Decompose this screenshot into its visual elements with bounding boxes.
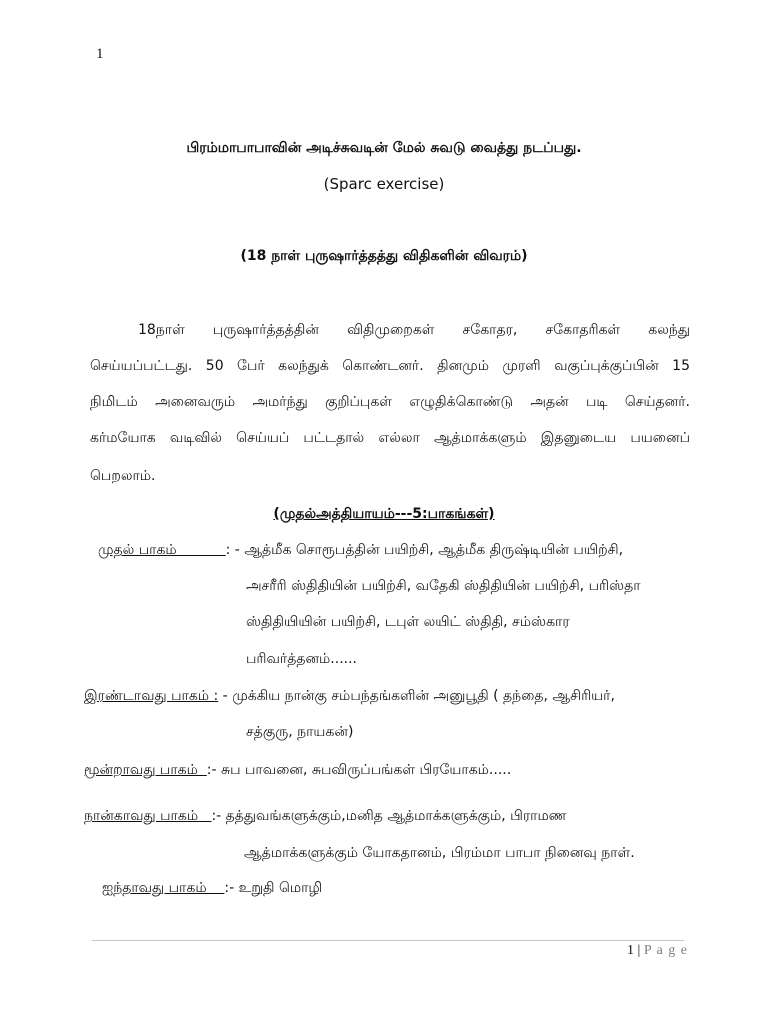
document-subtitle: (Sparc exercise) <box>323 175 445 193</box>
footer-separator: | <box>637 943 641 958</box>
part-4-row <box>84 808 567 826</box>
intro-line-2: செய்யப்பட்டது. 50 பேர் கலந்துக் கொண்டனர். தினமும் முரளி வகுப்புக்குப்பின் 15 <box>90 358 690 374</box>
document-title: பிரம்மாபாபாவின் அடிச்சுவடின் மேல் சுவடு வைத்து நடப்பது. <box>186 140 582 156</box>
footer <box>627 943 688 959</box>
part-label: நான்காவது பாகம் <box>84 808 212 824</box>
part-text: உறுதி மொழி <box>238 880 323 896</box>
part-text: ஆத்மீக சொரூபத்தின் பயிற்சி, ஆத்மீக திருஷ்டியின் பயிற்சி, <box>244 542 624 558</box>
part-text: தத்துவங்களுக்கும்,மனித ஆத்மாக்களுக்கும், பிராமண <box>225 808 567 824</box>
part-separator: : - <box>225 542 245 558</box>
intro-line-4: கர்மயோக வடிவில் செய்யப் பட்டதால் எல்லா ஆத்மாக்களும் இதனுடைய பயனைப் <box>90 430 690 446</box>
part-1-line-4: பரிவர்த்தனம்...... <box>246 651 357 667</box>
part-label: இரண்டாவது பாகம் : <box>84 688 219 704</box>
part-2-row <box>84 688 615 706</box>
part-separator: :- <box>211 808 226 824</box>
footer-page-number: 1 <box>627 943 634 958</box>
part-1-row <box>98 542 623 560</box>
part-3-row <box>84 762 511 780</box>
intro-line-1: 18நாள் புருஷார்த்தத்தின் விதிமுறைகள் சகோதர, சகோதரிகள் கலந்து <box>138 322 690 338</box>
part-separator: :- <box>206 762 221 778</box>
part-label: ஐந்தாவது பாகம் <box>102 880 225 896</box>
footer-page-label: P a g e <box>643 943 689 958</box>
part-5-row <box>102 880 322 898</box>
section-heading: (முதல்அத்தியாயம்---5:பாகங்கள்) <box>273 506 495 522</box>
part-text: சுப பாவனை, சுபவிருப்பங்கள் பிரயோகம்..... <box>221 762 512 778</box>
document-heading: (18 நாள் புருஷார்த்தத்து விதிகளின் விவரம்) <box>240 248 528 264</box>
footer-rule <box>92 940 684 941</box>
part-2-line-2: சத்குரு, நாயகன்) <box>246 724 354 740</box>
part-1-line-3: ஸ்திதியியின் பயிற்சி, டபுள் லயிட் ஸ்திதி, சம்ஸ்கார <box>246 614 570 630</box>
part-1-line-2: அசரீரி ஸ்திதியின் பயிற்சி, வதேகி ஸ்திதியின் பயிற்சி, பரிஸ்தா <box>246 578 641 594</box>
intro-line-3: நிமிடம் அனைவரும் அமர்ந்து குறிப்புகள் எழுதிக்கொண்டு அதன் படி செய்தனர். <box>90 394 690 410</box>
part-4-line-2: ஆத்மாக்களுக்கும் யோகதானம், பிரம்மா பாபா நினைவு நாள். <box>244 845 635 861</box>
part-label: மூன்றாவது பாகம் <box>84 762 207 778</box>
part-separator: - <box>218 688 233 704</box>
part-label: முதல் பாகம் <box>98 542 226 558</box>
header-page-number: 1 <box>96 46 104 62</box>
intro-line-5: பெறலாம். <box>90 468 156 484</box>
part-text: முக்கிய நான்கு சம்பந்தங்களின் அனுபூதி ( தந்தை, ஆசிரியர், <box>232 688 615 704</box>
part-separator: :- <box>224 880 239 896</box>
